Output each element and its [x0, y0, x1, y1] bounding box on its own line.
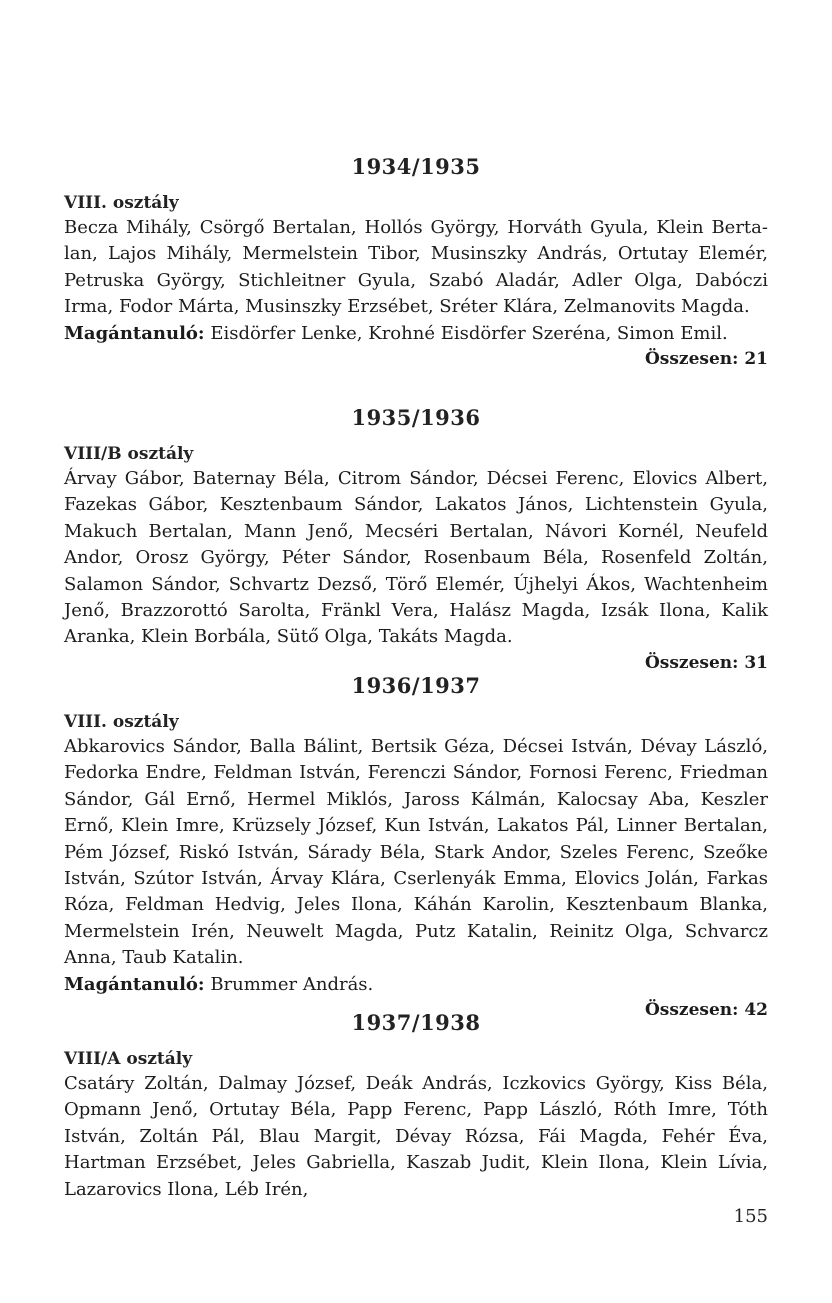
student-list: Csatáry Zoltán, Dalmay József, Deák András, Iczkovics György, Kiss Béla, Opmann Jenő, Ortutay Béla, Papp Ferenc, Papp László, Róth Imre, Tóth István, Zoltán Pál, Blau Margit, Dévay Rózsa, Fái Magda, Fehér Éva, Hartman Erzsébet, Jeles Gabriella, Kaszab Judit, Klein Ilona, Klein Lívia, Lazarovics Ilona, Léb Irén,: [64, 1073, 768, 1200]
private-students-list: Brummer András.: [210, 973, 374, 995]
class-total: Összesen: 21: [644, 349, 768, 370]
private-students-list: Eisdörfer Lenke, Krohné Eisdörfer Szeréna, Simon Emil.: [210, 322, 728, 344]
school-year-heading: 1936/1937: [351, 673, 481, 698]
school-year-heading: 1935/1936: [351, 405, 481, 430]
school-year-section-1937: [64, 1010, 768, 1203]
private-students-line: [64, 972, 768, 998]
student-list: Becza Mihály, Csörgő Bertalan, Hollós György, Horváth Gyula, Klein Bertalan, Lajos Mihály, Mermelstein Tibor, Musinszky András, Ortutay Elemér, Petruska György, Stichleitner Gyula, Szabó Aladár, Adler Olga, Dabóczi Irma, Fodor Márta, Musinszky Erzsébet, Sréter Klára, Zelmanovits Magda.: [64, 217, 768, 318]
class-label: VIII/B osztály: [64, 444, 194, 464]
school-year-section-1935: [64, 405, 768, 673]
class-label: VIII/A osztály: [64, 1049, 193, 1069]
school-year-heading: 1937/1938: [351, 1010, 481, 1035]
private-students-label: Magántanuló:: [64, 322, 205, 344]
private-students-label: Magántanuló:: [64, 973, 205, 995]
student-list: Abkarovics Sándor, Balla Bálint, Bertsik Géza, Décsei István, Dévay László, Fedorka Endre, Feldman István, Ferenczi Sándor, Fornosi Ferenc, Friedman Sándor, Gál Ernő, Hermel Miklós, Jaross Kálmán, Kalocsay Aba, Keszler Ernő, Klein Imre, Krüzsely József, Kun István, Lakatos Pál, Linner Bertalan, Pém József, Riskó István, Sárady Béla, Stark Andor, Szeles Ferenc, Szeőke István, Szútor István, Árvay Klára, Cserlenyák Emma, Elovics Jolán, Farkas Róza, Feldman Hedvig, Jeles Ilona, Káhán Karolin, Kesztenbaum Blanka, Mermelstein Irén, Neuwelt Magda, Putz Katalin, Reinitz Olga, Schvarcz Anna, Taub Katalin.: [64, 736, 768, 969]
document-page: [64, 0, 768, 1303]
class-total: Összesen: 42: [644, 1000, 768, 1021]
private-students-line: [64, 321, 768, 347]
school-year-heading: 1934/1935: [351, 154, 481, 179]
school-year-section-1936: [64, 673, 768, 1020]
class-total: Összesen: 31: [644, 652, 768, 673]
school-year-section-1934: [64, 154, 768, 369]
class-label: VIII. osztály: [64, 193, 179, 213]
page-number: 155: [733, 1206, 768, 1227]
class-label: VIII. osztály: [64, 712, 179, 732]
student-list: Árvay Gábor, Baternay Béla, Citrom Sándor, Décsei Ferenc, Elovics Albert, Fazekas Gábor, Kesztenbaum Sándor, Lakatos János, Lichtenstein Gyula, Makuch Bertalan, Mann Jenő, Mecséri Bertalan, Návori Kornél, Neufeld Andor, Orosz György, Péter Sándor, Rosenbaum Béla, Rosenfeld Zoltán, Salamon Sándor, Schvartz Dezső, Törő Elemér, Újhelyi Ákos, Wachtenheim Jenő, Brazzorottó Sarolta, Fränkl Vera, Halász Magda, Izsák Ilona, Kalik Aranka, Klein Borbála, Sütő Olga, Takáts Magda.: [64, 468, 768, 648]
